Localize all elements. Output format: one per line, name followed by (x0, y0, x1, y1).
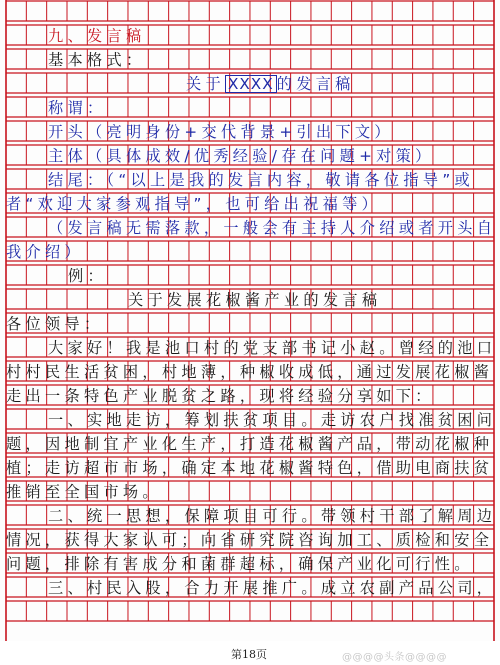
note-line: （发言稿无需落款，一般会有主持人介绍或者开头自 (48, 219, 497, 237)
paragraph-line: 推销至全国市场。 (6, 483, 162, 501)
page-number: 第18页 (231, 648, 267, 661)
paragraph-line: 三、村民入股，合力开展推广。成立农副产品公司， (48, 579, 497, 597)
paragraph-line: 问题，排除有害成分和菌群超标，确保产业化可行性。 (6, 555, 474, 573)
paragraph-line: 走出一条特色产业脱贫之路，现将经验分享如下： (6, 387, 435, 405)
paragraph-line: 题，因地制宜产业化生产，打造花椒酱产品，带动花椒种 (6, 435, 494, 453)
placeholder-box: XXXX (225, 75, 277, 93)
body-line: 主体（具体成效/优秀经验/存在问题+对策） (48, 147, 435, 165)
paragraph-line: 大家好！我是池口村的党支部书记小赵。曾经的池口 (48, 339, 497, 357)
ending-line-continued: 者“欢迎大家参观指导”，也可给出祝福等） (6, 195, 382, 213)
greeting-line: 各位领导： (6, 315, 104, 333)
salutation-line: 称谓： (48, 99, 107, 117)
paragraph-line: 一、实地走访，筹划扶贫项目。走访农户找准贫困问 (48, 411, 497, 429)
example-label: 例： (68, 267, 107, 285)
paragraph-line: 村村民生活贫困，村地薄，种椒收成低，通过发展花椒酱 (6, 363, 494, 381)
section-heading: 九、发言稿 (48, 27, 146, 45)
watermark-text: @@@@头条@@@@ (342, 652, 447, 663)
example-title: 关于发展花椒酱产业的发言稿 (128, 291, 382, 309)
paragraph-line: 植；走访超市市场，确定本地花椒酱特色，借助电商扶贫 (6, 459, 494, 477)
paragraph-line: 情况，获得大家认可；向省研究院咨询加工、质检和安全 (6, 531, 494, 549)
opening-line: 开头（亮明身份+交代背景+引出下文） (48, 123, 394, 141)
basic-format-label: 基本格式： (48, 51, 146, 69)
note-line-continued: 我介绍） (6, 243, 84, 261)
template-title: 关于 XXXX 的发言稿 (186, 75, 355, 93)
ending-line: 结尾：（“以上是我的发言内容，敬请各位指导”或 (48, 171, 474, 189)
paragraph-line: 二、统一思想，保障项目可行。带领村干部了解周边 (48, 507, 497, 525)
